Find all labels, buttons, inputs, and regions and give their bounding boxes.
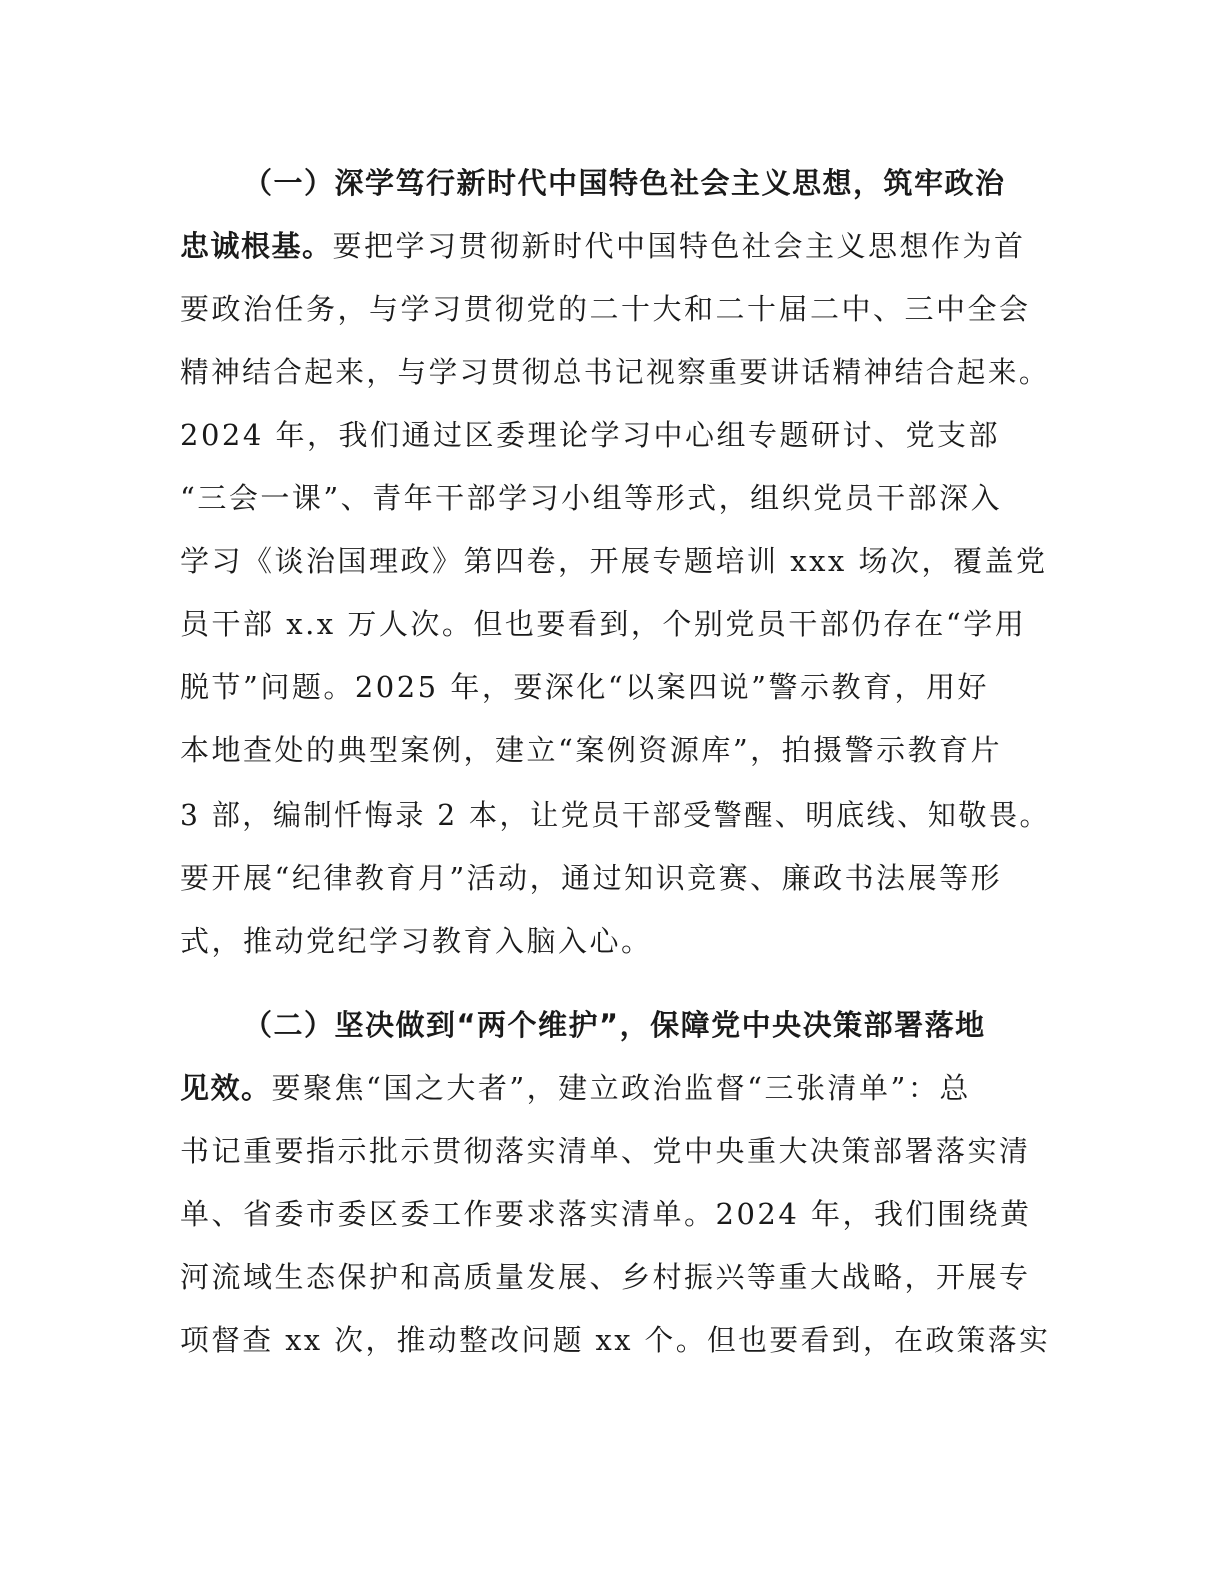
section-1-body-start: 要把学习贯彻新时代中国特色社会主义思想作为首 (332, 229, 1026, 263)
section-2-body-start: 要聚焦“国之大者”，建立政治监督“三张清单”：总 (271, 1071, 971, 1105)
body-line: 精神结合起来，与学习贯彻总书记视察重要讲话精神结合起来。 (180, 355, 1051, 389)
body-line: 本地查处的典型案例，建立“案例资源库”，拍摄警示教育片 (180, 733, 1003, 767)
body-line: 要政治任务，与学习贯彻党的二十大和二十届二中、三中全会 (180, 292, 1031, 326)
section-2-heading-end: 见效。 (180, 1071, 272, 1105)
body-line: “三会一课”、青年干部学习小组等形式，组织党员干部深入 (180, 481, 1003, 515)
body-line: 要开展“纪律教育月”活动，通过知识竞赛、廉政书法展等形 (180, 861, 1003, 895)
section-2-heading: （二）坚决做到“两个维护”，保障党中央决策部署落地 (243, 1008, 986, 1042)
body-line: 2024 年，我们通过区委理论学习中心组专题研讨、党支部 (180, 418, 1001, 452)
section-1-heading-end: 忠诚根基。 (180, 229, 333, 263)
body-line: 河流域生态保护和高质量发展、乡村振兴等重大战略，开展专 (180, 1260, 1031, 1294)
body-line: 书记重要指示批示贯彻落实清单、党中央重大决策部署落实清 (180, 1134, 1031, 1168)
body-line: 3 部，编制忏悔录 2 本，让党员干部受警醒、明底线、知敬畏。 (180, 798, 1051, 832)
body-line: 脱节”问题。2025 年，要深化“以案四说”警示教育，用好 (180, 670, 989, 704)
section-2-line-1 (180, 1068, 971, 1108)
section-1-line-1 (180, 226, 1026, 266)
body-line: 学习《谈治国理政》第四卷，开展专题培训 xxx 场次，覆盖党 (180, 544, 1048, 578)
section-1-heading: （一）深学笃行新时代中国特色社会主义思想，筑牢政治 (243, 166, 1006, 200)
body-line: 项督查 xx 次，推动整改问题 xx 个。但也要看到，在政策落实 (180, 1323, 1051, 1357)
body-line: 单、省委市委区委工作要求落实清单。2024 年，我们围绕黄 (180, 1197, 1032, 1231)
body-line: 员干部 x.x 万人次。但也要看到，个别党员干部仍存在“学用 (180, 607, 1027, 641)
body-line: 式，推动党纪学习教育入脑入心。 (180, 924, 653, 958)
